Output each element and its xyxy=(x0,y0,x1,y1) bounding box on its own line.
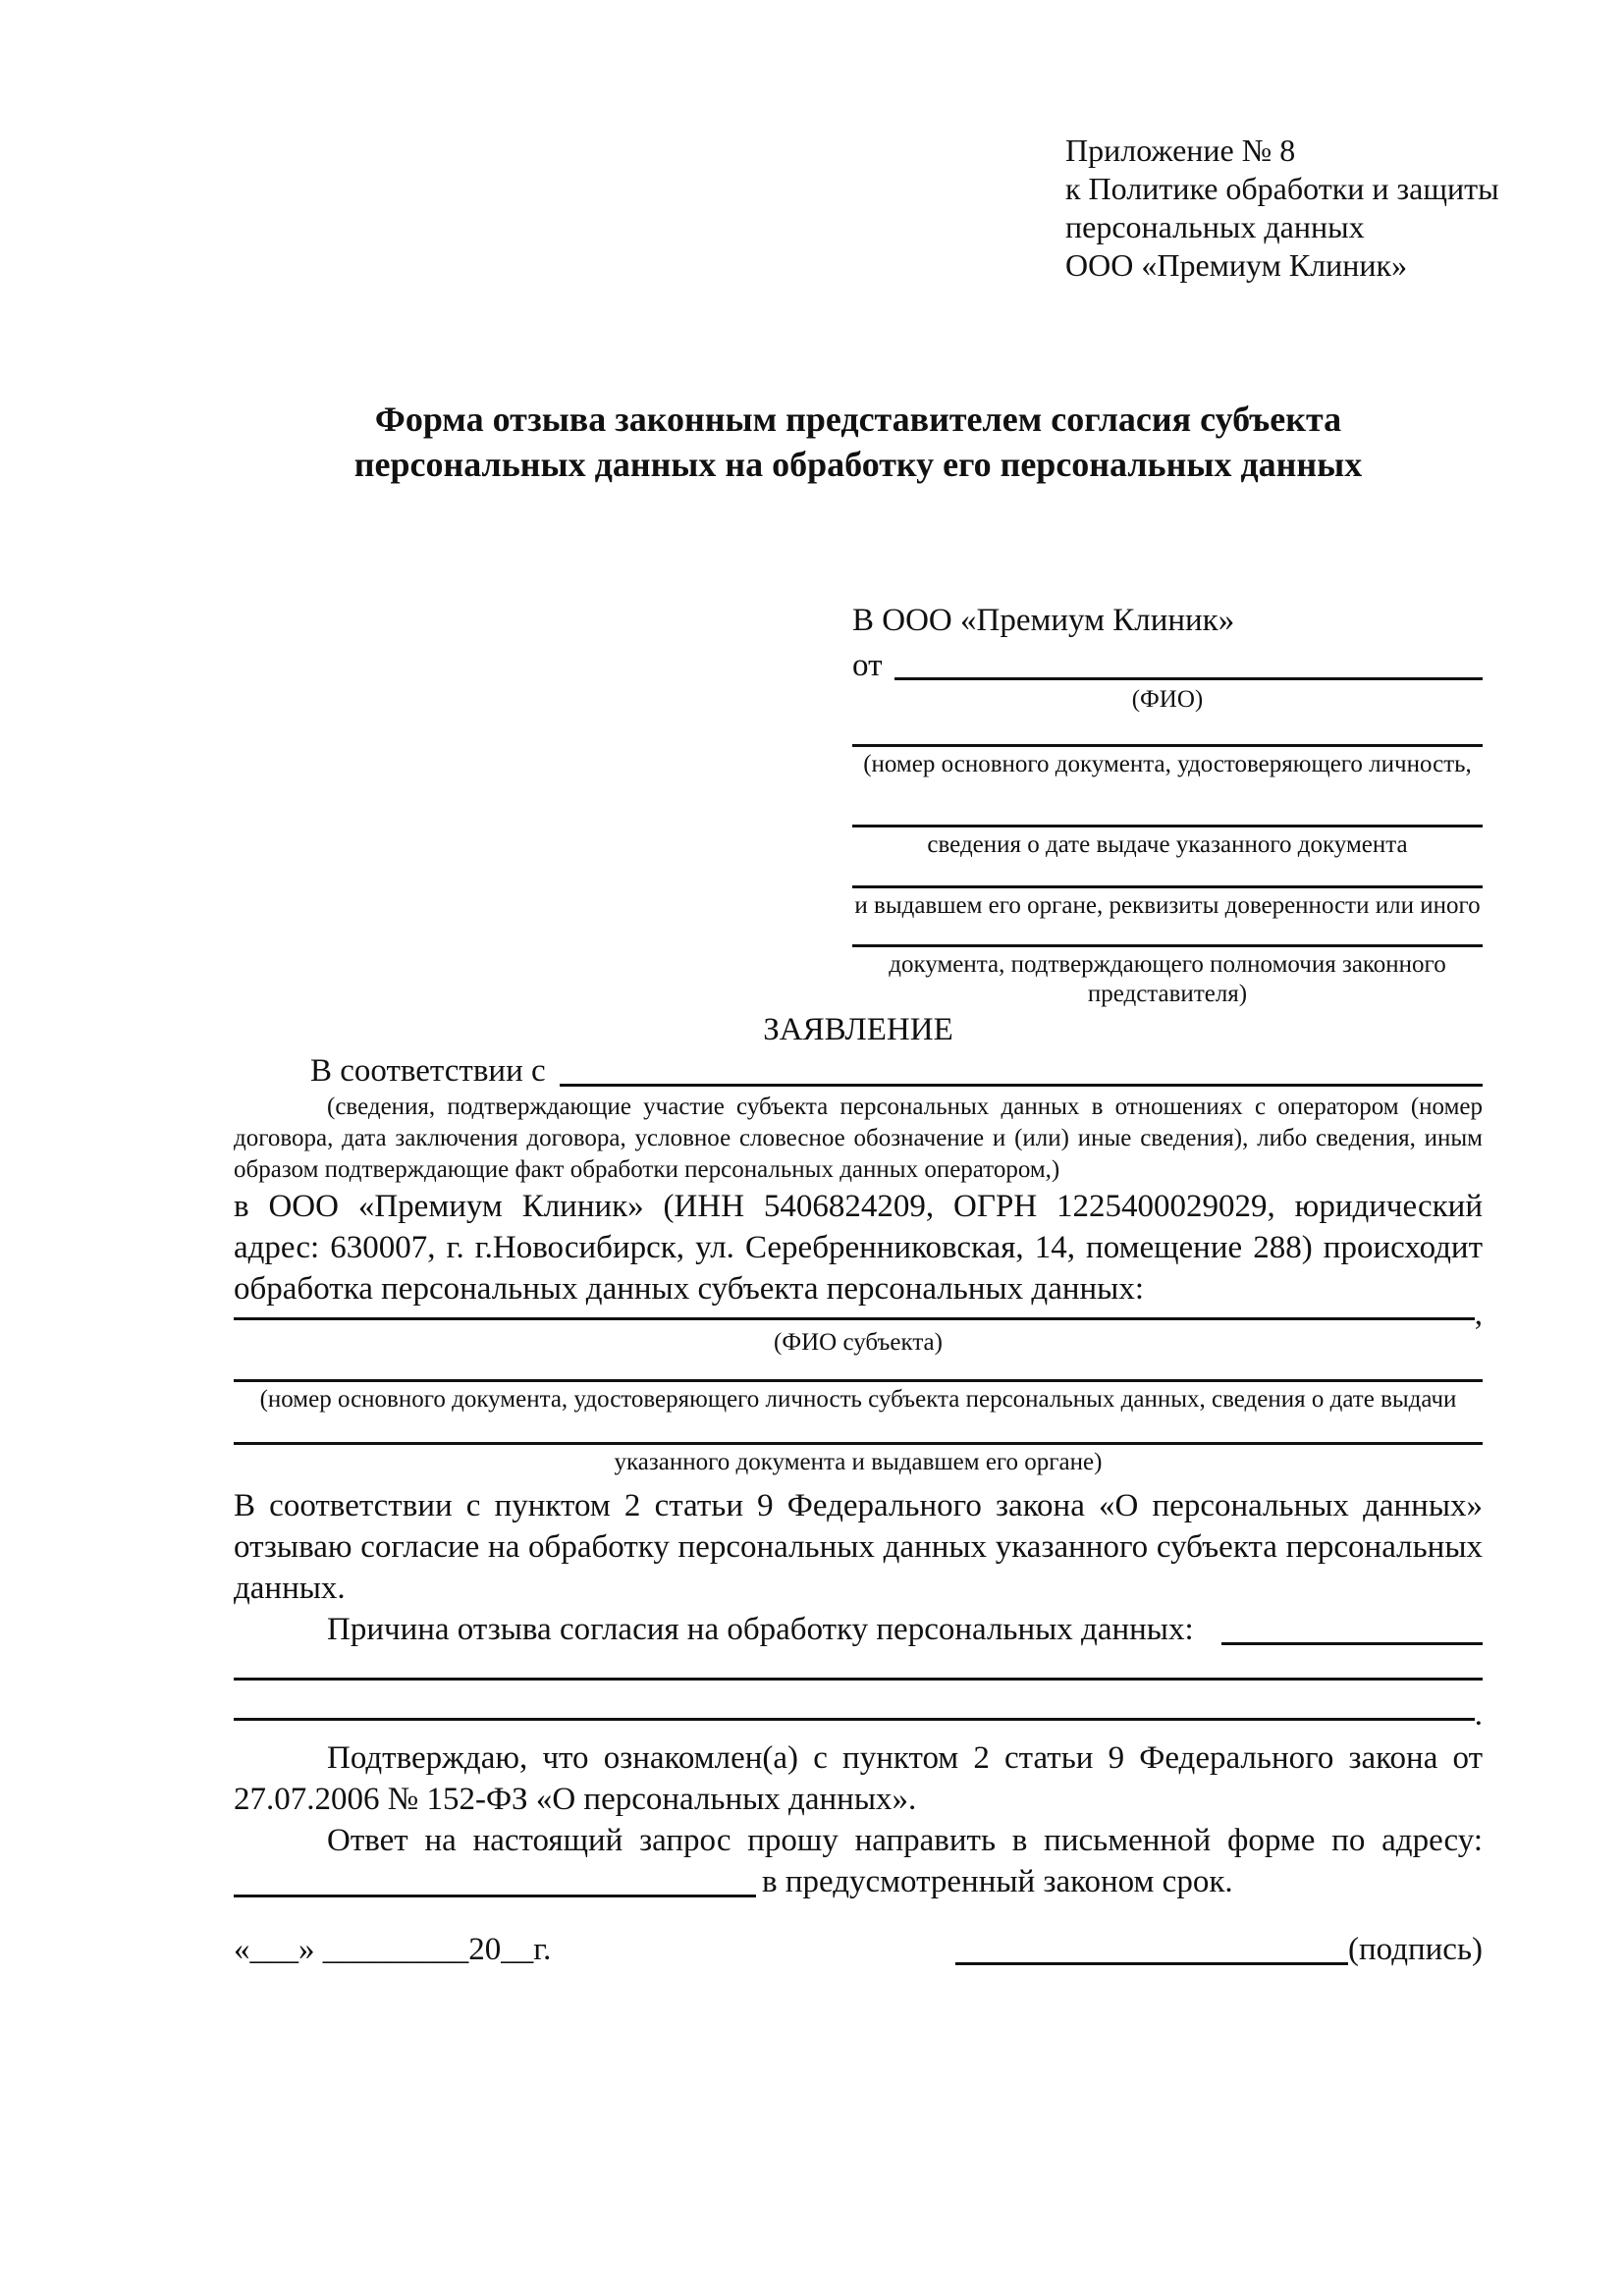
signature-caption: (подпись) xyxy=(1348,1932,1483,1967)
appendix-line: ООО «Премиум Клиник» xyxy=(1065,247,1408,283)
fill-line xyxy=(852,885,1483,888)
addressee-organization: В ООО «Премиум Клиник» xyxy=(852,603,1235,638)
date-signature-row xyxy=(234,1929,1483,1970)
accordance-row xyxy=(234,1050,1483,1092)
fill-line xyxy=(852,944,1483,947)
fine-print-note: (сведения, подтверждающие участие субъекта персональных данных в отношениях с оператором (номер договора, дата заключения договора, условное словесное обозначение и (или) иные сведения), либо сведения, иным образом подтверждающие факт обработки персональных данных оператором,) xyxy=(234,1094,1483,1183)
form-title-line: персональных данных на обработку его персональных данных xyxy=(353,445,1363,484)
signature-area xyxy=(955,1929,1483,1970)
subject-doc-caption-1: (номер основного документа, удостоверяющего личность субъекта персональных данных, сведения о дате выдачи xyxy=(259,1386,1457,1413)
reason-fill-line-2 xyxy=(234,1678,1483,1681)
accordance-prefix: В соответствии с xyxy=(310,1053,546,1089)
fill-line xyxy=(852,744,1483,747)
accordance-fill-line xyxy=(560,1084,1483,1087)
reason-fill-row-3 xyxy=(234,1697,1483,1733)
form-title xyxy=(234,397,1483,487)
appendix-line: Приложение № 8 xyxy=(1065,133,1296,168)
fio-fill-line xyxy=(894,677,1484,680)
date-line: «___» _________20__г. xyxy=(234,1932,552,1967)
appendix-note xyxy=(1065,132,1499,285)
withdrawal-paragraph: В соответствии с пунктом 2 статьи 9 Федерального закона «О персональных данных» отзываю согласие на обработку персональных данных указанного субъекта персональных данных. xyxy=(234,1488,1483,1606)
addressee-block xyxy=(852,601,1483,1009)
fill-line xyxy=(852,825,1483,828)
fio-caption: (ФИО) xyxy=(1131,686,1204,713)
reason-label: Причина отзыва согласия на обработку персональных данных: xyxy=(327,1612,1194,1647)
appendix-line: к Политике обработки и защиты xyxy=(1065,171,1499,206)
statement-heading: ЗАЯВЛЕНИЕ xyxy=(763,1012,953,1047)
reason-row xyxy=(234,1609,1483,1650)
subject-fio-fill-row xyxy=(234,1297,1483,1332)
comma-mark: , xyxy=(1474,1297,1483,1332)
fill-line xyxy=(234,1379,1483,1382)
reply-address-row xyxy=(234,1861,1483,1902)
statement-body xyxy=(234,1009,1483,1902)
reason-fill-line xyxy=(1221,1642,1483,1645)
issue-date-caption: сведения о дате выдаче указанного документа xyxy=(927,831,1408,858)
from-row xyxy=(852,640,1483,685)
reason-fill-line-3 xyxy=(234,1718,1475,1721)
from-label: от xyxy=(852,648,883,683)
reply-address-fill-line xyxy=(234,1895,756,1897)
form-title-line: Форма отзыва законным представителем согласия субъекта xyxy=(374,400,1342,439)
reply-request-line: Ответ на настоящий запрос прошу направить в письменной форме по адресу: xyxy=(327,1823,1483,1858)
subject-doc-caption-2: указанного документа и выдавшем его органе) xyxy=(614,1449,1103,1475)
fill-line xyxy=(234,1442,1483,1445)
authority-caption: документа, подтверждающего полномочия законного представителя) xyxy=(889,951,1446,1007)
doc-number-caption: (номер основного документа, удостоверяющего личность, xyxy=(863,751,1472,777)
appendix-line: персональных данных xyxy=(1065,209,1365,244)
acknowledgment-paragraph: Подтверждаю, что ознакомлен(а) с пунктом 2 статьи 9 Федерального закона от 27.07.2006 № 152-ФЗ «О персональных данных». xyxy=(234,1740,1483,1817)
reply-suffix: в предусмотренный законом срок. xyxy=(762,1864,1233,1899)
subject-fio-fill-line xyxy=(234,1317,1475,1320)
subject-fio-caption: (ФИО субъекта) xyxy=(774,1329,943,1356)
period-mark: . xyxy=(1474,1697,1483,1733)
operator-paragraph: в ООО «Премиум Клиник» (ИНН 5406824209, ОГРН 1225400029029, юридический адрес: 630007, г. г.Новосибирск, ул. Серебренниковская, 14, помещение 288) происходит обработка персональных данных субъекта персональных данных: xyxy=(234,1189,1483,1307)
issuer-caption: и выдавшем его органе, реквизиты доверенности или иного xyxy=(854,892,1481,919)
signature-fill-line xyxy=(955,1962,1348,1965)
